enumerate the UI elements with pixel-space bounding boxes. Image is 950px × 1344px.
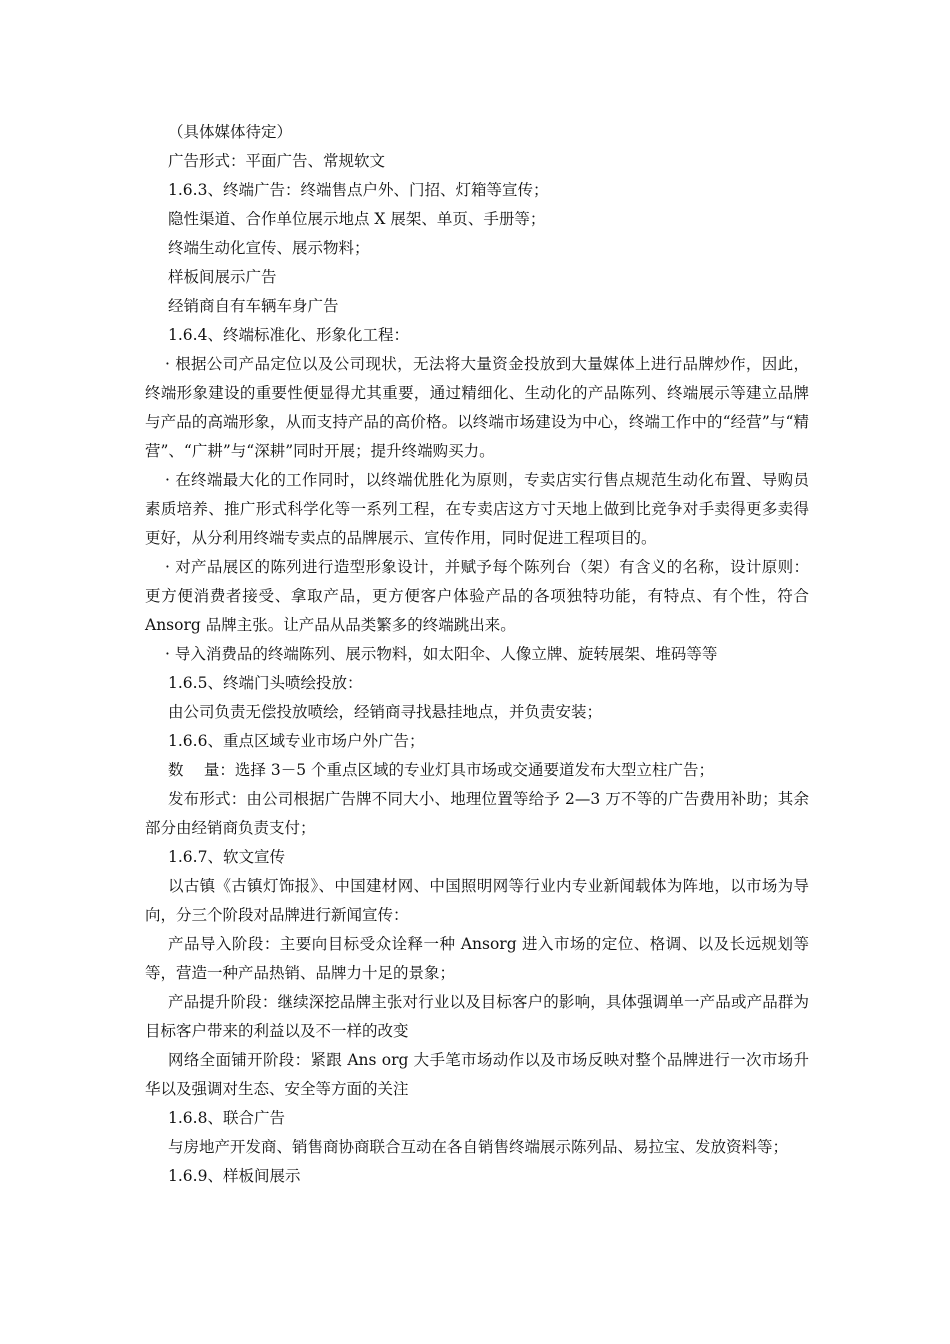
paragraph-publish-format: 发布形式：由公司根据广告牌不同大小、地理位置等给予 2—3 万不等的广告费用补助；其余部分由经销商负责支付； [145, 790, 809, 837]
heading-1-6-4: 1.6.4、终端标准化、形象化工程： [168, 326, 409, 344]
text-line-display-materials: · 导入消费品的终端陈列、展示物料，如太阳伞、人像立牌、旋转展架、堆码等等 [165, 645, 718, 663]
text-line-terminal-materials: 终端生动化宣传、展示物料； [168, 239, 370, 257]
text-line-vehicle-ad: 经销商自有车辆车身广告 [168, 297, 339, 315]
text-line-hidden-channels: 隐性渠道、合作单位展示地点 X 展架、单页、手册等； [168, 210, 546, 228]
paragraph-product-import: 产品导入阶段：主要向目标受众诠释一种 Ansorg 进入市场的定位、格调、以及长远规划等等，营造一种产品热销、品牌力十足的景象； [145, 935, 809, 982]
text-line-showroom-ad: 样板间展示广告 [168, 268, 277, 286]
text-line-signage-install: 由公司负责无偿投放喷绘，经销商寻找悬挂地点，并负责安装； [168, 703, 603, 721]
heading-1-6-7: 1.6.7、软文宣传 [168, 848, 285, 866]
heading-1-6-6: 1.6.6、重点区域专业市场户外广告； [168, 732, 425, 750]
text-line-media-pending: （具体媒体待定） [168, 123, 293, 141]
paragraph-joint-ad: 与房地产开发商、销售商协商联合互动在各自销售终端展示陈列品、易拉宝、发放资料等； [168, 1138, 789, 1156]
paragraph-terminal-image: · 根据公司产品定位以及公司现状，无法将大量资金投放到大量媒体上进行品牌炒作，因此，终端形象建设的重要性便显得尤其重要，通过精细化、生动化的产品陈列、终端展示等建立品牌与产品的高端形象，从而支持产品的高价格。以终端市场建设为中心，终端工作中的“经营”与“精营”、“广耕”与“深耕”同时开展；提升终端购买力。 [145, 355, 809, 460]
text-line-ad-format: 广告形式：平面广告、常规软文 [168, 152, 386, 170]
paragraph-product-upgrade: 产品提升阶段：继续深挖品牌主张对行业以及目标客户的影响，具体强调单一产品或产品群为目标客户带来的利益以及不一样的改变 [145, 993, 809, 1040]
document-page [145, 118, 809, 1191]
heading-1-6-9: 1.6.9、样板间展示 [168, 1167, 301, 1185]
heading-1-6-8: 1.6.8、联合广告 [168, 1109, 285, 1127]
text-line-quantity: 数 量：选择 3－5 个重点区域的专业灯具市场或交通要道发布大型立柱广告； [168, 761, 715, 779]
paragraph-network-rollout: 网络全面铺开阶段：紧跟 Ans org 大手笔市场动作以及市场反映对整个品牌进行一次市场升华以及强调对生态、安全等方面的关注 [145, 1051, 809, 1098]
paragraph-terminal-optimization: · 在终端最大化的工作同时，以终端优胜化为原则，专卖店实行售点规范生动化布置、导购员素质培养、推广形式科学化等一系列工程，在专卖店这方寸天地上做到比竞争对手卖得更多卖得更好，从分利用终端专卖点的品牌展示、宣传作用，同时促进工程项目的。 [145, 471, 809, 547]
heading-1-6-5: 1.6.5、终端门头喷绘投放： [168, 674, 363, 692]
paragraph-display-design: · 对产品展区的陈列进行造型形象设计，并赋予每个陈列台（架）有含义的名称，设计原则：更方便消费者接受、拿取产品，更方便客户体验产品的各项独特功能，有特点、有个性，符合 Ansorg 品牌主张。让产品从品类繁多的终端跳出来。 [145, 558, 809, 634]
heading-1-6-3: 1.6.3、终端广告：终端售点户外、门招、灯箱等宣传； [168, 181, 549, 199]
paragraph-news-media: 以古镇《古镇灯饰报》、中国建材网、中国照明网等行业内专业新闻载体为阵地，以市场为导向，分三个阶段对品牌进行新闻宣传： [145, 877, 809, 924]
